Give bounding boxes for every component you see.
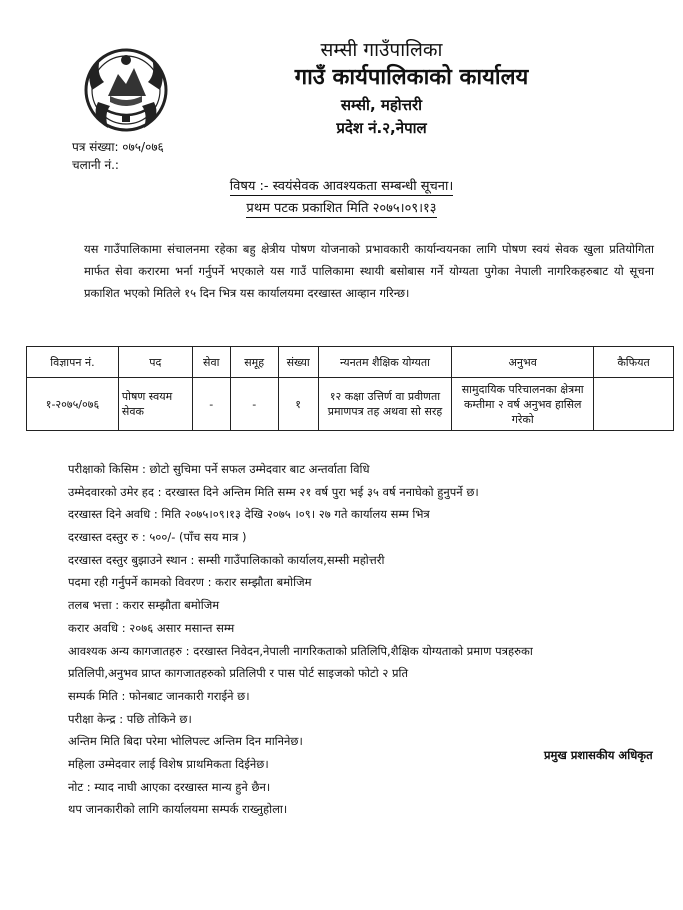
col-header: समूह [230, 347, 278, 378]
table-header-row [27, 347, 674, 378]
table-cell [594, 378, 674, 431]
dispatch-number: चलानी नं.: [72, 158, 119, 172]
col-header: पद [118, 347, 192, 378]
table-cell: १ [278, 378, 318, 431]
col-header: अनुभव [452, 347, 594, 378]
vacancy-table [26, 346, 674, 431]
detail-line: सम्पर्क मिति : फोनबाट जानकारी गराईने छ। [68, 688, 250, 703]
detail-line: उम्मेदवारको उमेर हद : दरखास्त दिने अन्तिम मिति सम्म २१ वर्ष पुरा भई ३५ वर्ष ननाघेको हुनुपर्ने छ। [68, 484, 479, 499]
subject-line: विषय :- स्वयंसेवक आवश्यकता सम्बन्धी सूचना। [229, 179, 454, 194]
col-header: सेवा [192, 347, 230, 378]
signatory-title: प्रमुख प्रशासकीय अधिकृत [544, 748, 653, 762]
table-cell: १-२०७५/०७६ [27, 378, 119, 431]
province: प्रदेश नं.२,नेपाल [336, 119, 427, 137]
detail-line: करार अवधि : २०७६ असार मसान्त सम्म [68, 620, 235, 635]
table-cell: - [192, 378, 230, 431]
detail-line: पदमा रही गर्नुपर्ने कामको विवरण : करार सम्झौता बमोजिम [68, 575, 312, 590]
notice-paragraph: यस गाउँपालिकामा संचालनमा रहेका बहु क्षेत्रीय पोषण योजनाको प्रभावकारी कार्यान्वयनका लागि पोषण स्वयं सेवक खुला प्रतियोगिता मार्फत सेवा करारमा भर्ना गर्नुपर्ने भएकाले यस गाउँ पालिकामा स्थायी बसोबास गर्ने योग्यता पुगेका नेपाली नागरिकहरुबाट यो सूचना प्रकाशित भएको मितिले १५ दिन भित्र यस कार्यालयमा दरखास्त आव्हान गरिन्छ। [84, 242, 654, 300]
detail-line: दरखास्त दस्तुर रु : ५००/- (पाँच सय मात्र ) [68, 530, 247, 545]
detail-line: अन्तिम मिति बिदा परेमा भोलिपल्ट अन्तिम दिन मानिनेछ। [68, 734, 303, 749]
detail-line: प्रतिलिपी,अनुभव प्राप्त कागजातहरुको प्रतिलिपी र पास पोर्ट साइजको फोटो २ प्रति [68, 666, 409, 681]
table-row [27, 378, 674, 431]
detail-line: दरखास्त दिने अवधि : मिति २०७५।०९।१३ देखि २०७५ ।०९। २७ गते कार्यालय सम्म भित्र [68, 507, 430, 522]
office-location: सम्सी, महोत्तरी [340, 96, 423, 114]
detail-line: नोट : म्याद नाघी आएका दरखास्त मान्य हुने छैन। [68, 779, 271, 794]
detail-line: आवश्यक अन्य कागजातहरु : दरखास्त निवेदन,नेपाली नागरिकताको प्रतिलिपि,शैक्षिक योग्यताको प्रमाण पत्रहरुका [68, 643, 533, 658]
detail-line: महिला उम्मेदवार लाई विशेष प्राथमिकता दिईनेछ। [68, 756, 269, 771]
col-header: विज्ञापन नं. [27, 347, 119, 378]
municipality-name: सम्सी गाउँपालिका [320, 39, 443, 61]
detail-line: दरखास्त दस्तुर बुझाउने स्थान : सम्सी गाउँपालिकाको कार्यालय,सम्सी महोत्तरी [68, 552, 385, 567]
col-header: कैफियत [594, 347, 674, 378]
table-cell: पोषण स्वयम सेवक [118, 378, 192, 431]
table-cell: - [230, 378, 278, 431]
col-header: न्यनतम शैक्षिक योग्यता [318, 347, 452, 378]
details-list [68, 458, 668, 821]
detail-line: परीक्षा केन्द्र : पछि तोकिने छ। [68, 711, 192, 726]
letter-number: पत्र संख्या: ०७५/०७६ [72, 140, 164, 154]
detail-line: परीक्षाको किसिम : छोटो सुचिमा पर्ने सफल उम्मेदवार बाट अन्तर्वाता विधि [68, 462, 370, 476]
col-header: संख्या [278, 347, 318, 378]
publication-date: प्रथम पटक प्रकाशित मिति २०७५।०९।१३ [246, 201, 437, 216]
table-cell: सामुदायिक परिचालनका क्षेत्रमा कम्तीमा २ वर्ष अनुभव हासिल गरेको [452, 378, 594, 431]
office-title: गाउँ कार्यपालिकाको कार्यालय [294, 65, 529, 90]
detail-line: थप जानकारीको लागि कार्यालयमा सम्पर्क राख्नुहोला। [68, 802, 288, 817]
table-cell: १२ कक्षा उत्तिर्ण वा प्रवीणता प्रमाणपत्र तह अथवा सो सरह [318, 378, 452, 431]
detail-line: तलब भत्ता : करार सम्झौता बमोजिम [68, 598, 220, 613]
